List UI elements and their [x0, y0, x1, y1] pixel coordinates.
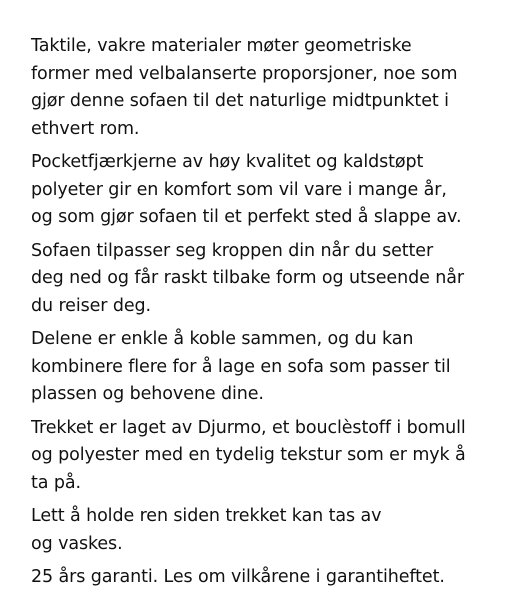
paragraph-5-line-2: og polyester med en tydelig tekstur som er myk å [31, 445, 466, 465]
paragraph-1-line-1: Taktile, vakre materialer møter geometriske [31, 36, 412, 56]
description-paragraph-6 [31, 503, 501, 558]
paragraph-4-line-3: plassen og behovene dine. [31, 384, 264, 404]
product-description [31, 33, 501, 598]
paragraph-5-line-3: ta på. [31, 472, 81, 493]
description-paragraph-3 [31, 238, 501, 321]
paragraph-1-line-2: former med velbalanserte proporsjoner, noe som [31, 63, 458, 84]
description-paragraph-2 [31, 149, 501, 232]
paragraph-4-line-2: kombinere flere for å lage en sofa som passer til [31, 356, 451, 377]
paragraph-4-line-1: Delene er enkle å koble sammen, og du kan [31, 329, 414, 349]
paragraph-3-line-2: deg ned og får raskt tilbake form og utseende når [31, 268, 464, 288]
paragraph-7-line-1: 25 års garanti. Les om vilkårene i garantiheftet. [31, 567, 445, 587]
paragraph-1-line-4: ethvert rom. [31, 118, 140, 139]
paragraph-2-line-1: Pocketfjærkjerne av høy kvalitet og kaldstøpt [31, 152, 424, 172]
paragraph-6-line-1: Lett å holde ren siden trekket kan tas av [31, 506, 382, 526]
paragraph-2-line-3: og som gjør sofaen til et perfekt sted å slappe av. [31, 207, 462, 227]
paragraph-1-line-3: gjør denne sofaen til det naturlige midtpunktet i [31, 91, 449, 111]
description-paragraph-1 [31, 33, 501, 143]
description-paragraph-5 [31, 415, 501, 498]
paragraph-2-line-2: polyeter gir en komfort som vil vare i mange år, [31, 179, 447, 200]
paragraph-5-line-1: Trekket er laget av Djurmo, et bouclèstoff i bomull [31, 417, 466, 438]
paragraph-3-line-3: du reiser deg. [31, 295, 151, 316]
paragraph-6-line-2: og vaskes. [31, 533, 123, 554]
paragraph-3-line-1: Sofaen tilpasser seg kroppen din når du setter [31, 240, 434, 261]
description-paragraph-7 [31, 564, 501, 592]
description-paragraph-4 [31, 326, 501, 409]
